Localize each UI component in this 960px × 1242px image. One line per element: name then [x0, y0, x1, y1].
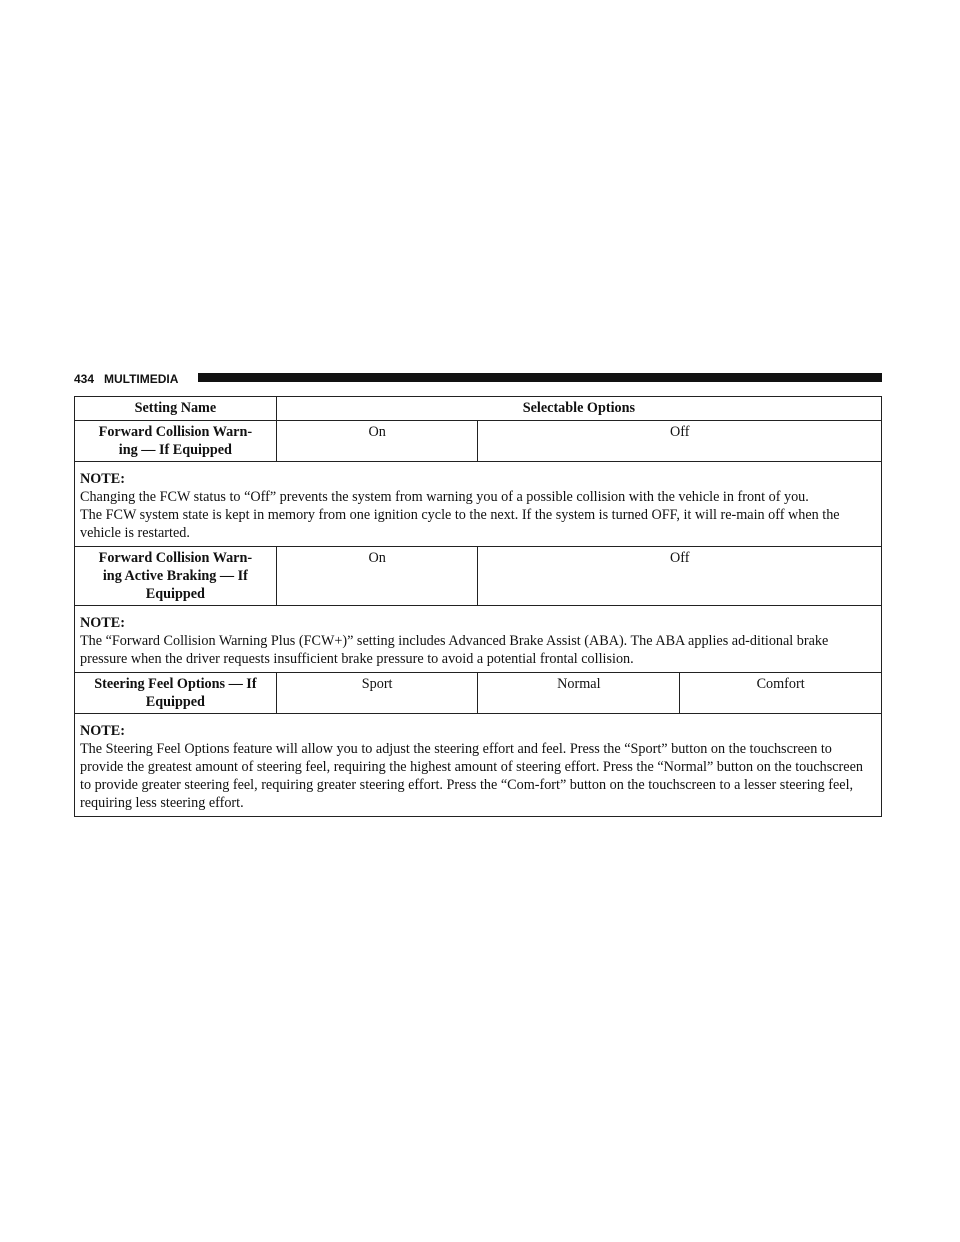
page-number: 434 — [74, 372, 95, 386]
note-paragraph: Changing the FCW status to “Off” prevents the system from warning you of a possible collision with the vehicle in front of you. — [80, 489, 809, 505]
note-label: NOTE: — [80, 615, 125, 631]
table-row — [75, 673, 882, 714]
note-steering-feel — [75, 714, 882, 817]
note-row — [75, 606, 882, 673]
note-row — [75, 714, 882, 817]
note-label: NOTE: — [80, 723, 125, 739]
note-label: NOTE: — [80, 471, 125, 487]
note-fcw — [75, 462, 882, 547]
table-header-row — [75, 397, 882, 421]
setting-name-steering-feel: Steering Feel Options — If Equipped — [75, 673, 277, 714]
header-rule — [198, 373, 882, 382]
setting-name-fcw: Forward Collision Warn- ing — If Equipped — [75, 421, 277, 462]
setting-name-fcw-active-braking: Forward Collision Warn- ing Active Braking — If Equipped — [75, 547, 277, 606]
section-title: MULTIMEDIA — [104, 372, 179, 386]
note-row — [75, 462, 882, 547]
page-header — [74, 371, 882, 387]
option-normal: Normal — [478, 673, 680, 714]
note-fcw-plus — [75, 606, 882, 673]
option-comfort: Comfort — [680, 673, 882, 714]
note-paragraph: The FCW system state is kept in memory from one ignition cycle to the next. If the system is turned OFF, it will re-main off when the vehicle is restarted. — [80, 507, 840, 541]
table-row — [75, 421, 882, 462]
note-paragraph: The “Forward Collision Warning Plus (FCW+)” setting includes Advanced Brake Assist (ABA). The ABA applies ad-ditional brake pressure when the driver requests insufficient brake pressure to avoid a potential frontal collision. — [80, 633, 829, 667]
header-setting-name: Setting Name — [75, 397, 277, 421]
settings-table — [74, 396, 882, 817]
option-off: Off — [478, 421, 882, 462]
option-off: Off — [478, 547, 882, 606]
note-paragraph: The Steering Feel Options feature will allow you to adjust the steering effort and feel. Press the “Sport” button on the touchscreen to provide the greatest amount of steering feel, requiring the highest amount of steering effort. Press the “Normal” button on the touchscreen to provide greater steering feel, requiring greater steering effort. Press the “Com-fort” button on the touchscreen to a lesser steering feel, requiring less steering effort. — [80, 741, 863, 811]
option-sport: Sport — [276, 673, 478, 714]
table-row — [75, 547, 882, 606]
option-on: On — [276, 547, 478, 606]
header-selectable-options: Selectable Options — [276, 397, 881, 421]
option-on: On — [276, 421, 478, 462]
